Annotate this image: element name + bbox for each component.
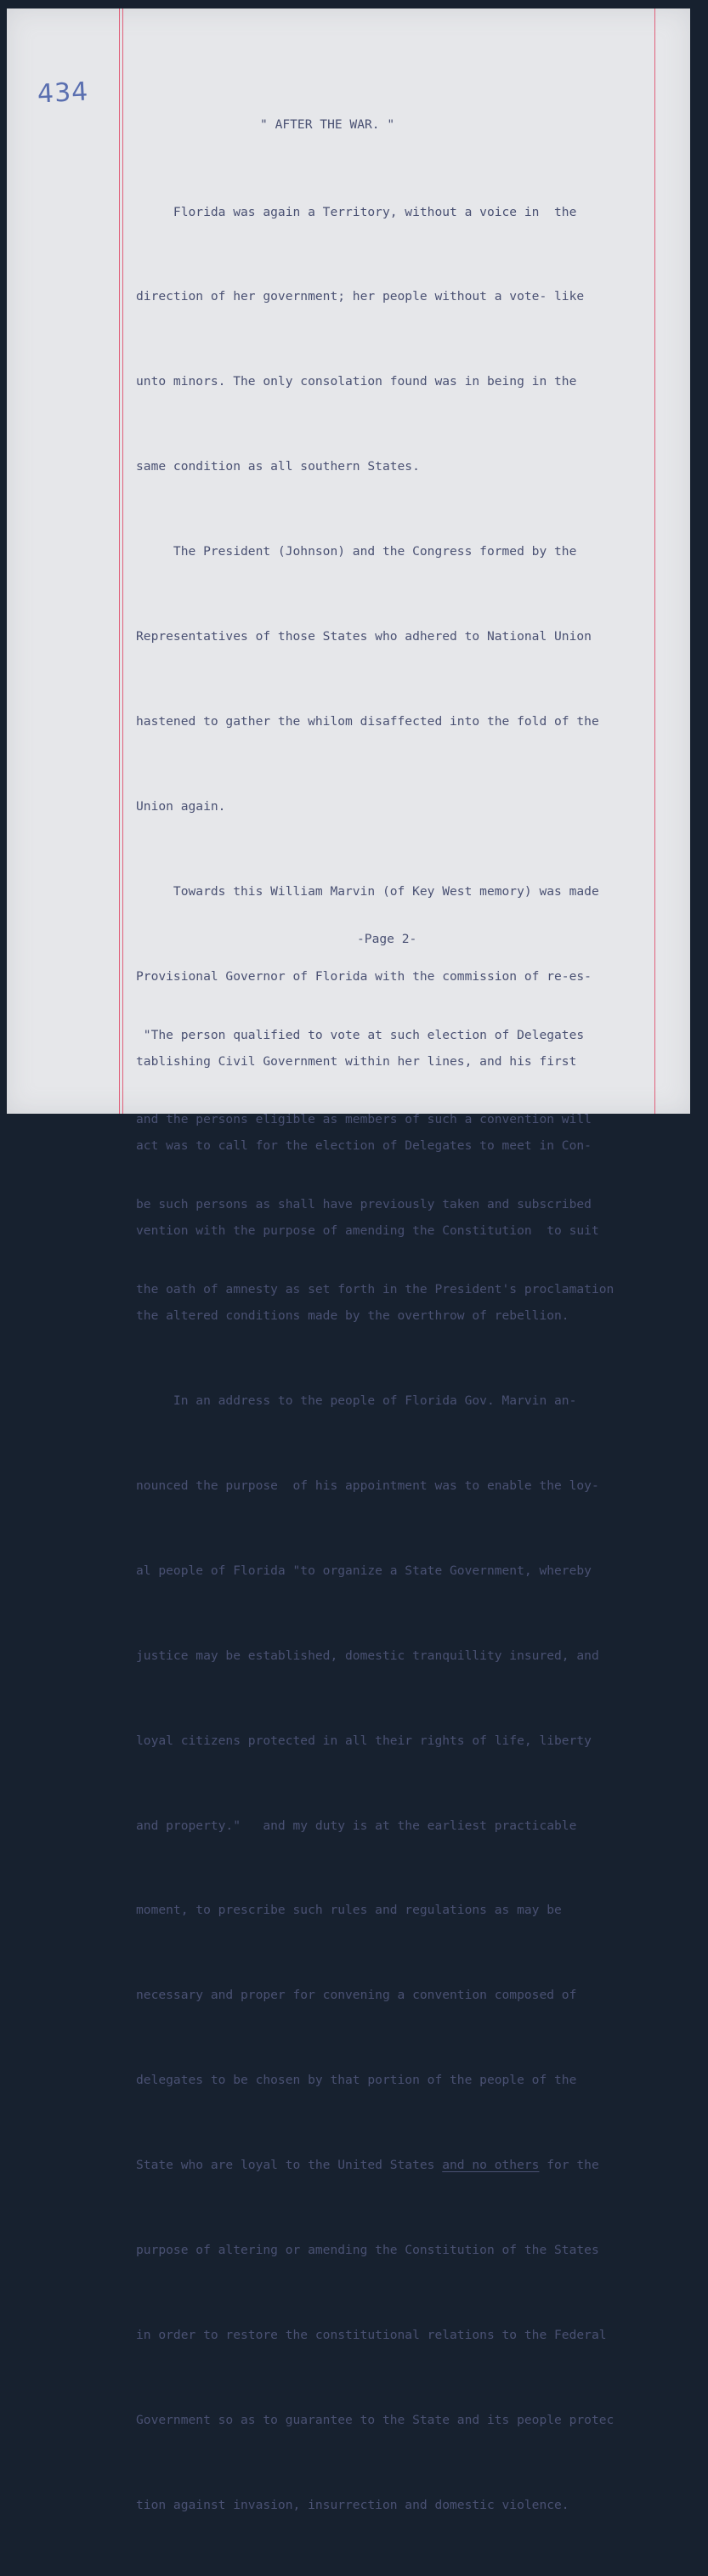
text-line-underlined (136, 2151, 697, 2179)
document-title: " AFTER THE WAR. " (260, 117, 395, 132)
left-margin-line (119, 9, 120, 1114)
text-line: Government so as to guarantee to the State and its people protec (136, 2412, 615, 2427)
text-line: al people of Florida "to organize a State Government, whereby (136, 1563, 592, 1578)
text-line: loyal citizens protected in all their rights of life, liberty (136, 1733, 592, 1748)
underlined-phrase: and no others (442, 2158, 540, 2173)
text-line: Florida was again a Territory, without a voice in the (136, 204, 577, 219)
text-line: Towards this William Marvin (of Key West memory) was made (136, 883, 599, 899)
text-line: "The person qualified to vote at such election of Delegates (136, 1027, 585, 1042)
left-margin-line-inner (122, 9, 123, 1114)
text-line: delegates to be chosen by that portion of the people of the (136, 2073, 577, 2088)
text-line: in order to restore the constitutional relations to the Federal (136, 2327, 607, 2342)
text-line: purpose of altering or amending the Constitution of the States (136, 2242, 599, 2257)
text-line: hastened to gather the whilom disaffected into the fold of the (136, 713, 599, 729)
text-line: act was to call for the election of Delegates to meet in Con- (136, 1138, 592, 1154)
text-line: nounced the purpose of his appointment was to enable the loy- (136, 1478, 599, 1493)
text-line: Union again. (136, 798, 226, 814)
text-line: the altered conditions made by the overthrow of rebellion. (136, 1308, 569, 1324)
text-line: unto minors. The only consolation found was in being in the (136, 374, 577, 389)
text-line: justice may be established, domestic tranquillity insured, and (136, 1648, 599, 1663)
text-line: Representatives of those States who adhered to National Union (136, 629, 592, 644)
text-segment: for the (539, 2158, 599, 2173)
text-line: same condition as all southern States. (136, 459, 420, 474)
text-segment: State who are loyal to the United States (136, 2158, 443, 2173)
text-line: tion against invasion, insurrection and domestic violence. (136, 2497, 569, 2512)
text-line: Provisional Governor of Florida with the commission of re-es- (136, 968, 592, 984)
text-line: and property." and my duty is at the earliest practicable (136, 1818, 577, 1833)
handwritten-page-number: 434 (37, 77, 90, 110)
text-line: vention with the purpose of amending the Constitution to suit (136, 1223, 599, 1239)
text-line: The President (Johnson) and the Congress formed by the (136, 544, 577, 559)
text-line: tablishing Civil Government within her lines, and his first (136, 1053, 577, 1069)
body-text-page-2 (136, 964, 697, 1360)
text-line: direction of her government; her people without a vote- like (136, 289, 585, 304)
text-line: the oath of amnesty as set forth in the President's proclamation (136, 1282, 615, 1297)
text-line: In an address to the people of Florida Gov. Marvin an- (136, 1393, 577, 1409)
text-line: moment, to prescribe such rules and regulations as may be (136, 1903, 562, 1918)
text-line: be such persons as shall have previously taken and subscribed (136, 1197, 592, 1212)
page-break-marker: -Page 2- (357, 932, 417, 946)
text-line: necessary and proper for convening a convention composed of (136, 1988, 577, 2003)
text-line: and the persons eligible as members of such a convention will (136, 1112, 592, 1127)
